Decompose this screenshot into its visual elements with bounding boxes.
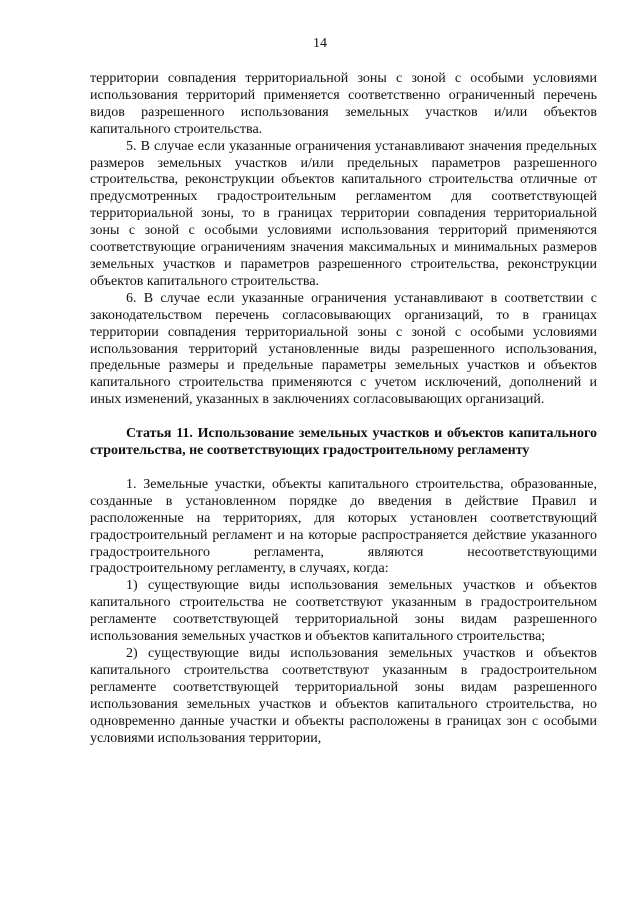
article-subitem-1: 1) существующие виды использования земельных участков и объектов капитального строительства не соответствуют указанным в градостроительном регламенте соответствующей территориальной зоны видам разрешенного использования земельных участков и объектов капитального строительства; [90, 578, 597, 645]
paragraph-item-5: 5. В случае если указанные ограничения устанавливают значения предельных размеров земельных участков и/или предельных параметров разрешенного строительства, реконструкции объектов капитального строительства отличные от предусмотренных градостроительным регламентом для соответствующей территориальной зоны, то в границах территории совпадения территориальной зоны с зоной с особыми условиями использования территорий применяются соответствующие ограничениям значения максимальных и минимальных размеров земельных участков и параметров разрешенного строительства, реконструкции объектов капитального строительства. [90, 138, 597, 289]
document-body [90, 71, 597, 747]
paragraph-item-6: 6. В случае если указанные ограничения устанавливают в соответствии с законодательством перечень согласовывающих организаций, то в границах территории совпадения территориальной зоны с зоной с особыми условиями использования территорий установленные виды разрешенного использования, предельные размеры и предельные параметры земельных участков и объектов капитального строительства применяются с учетом исключений, дополнений и иных изменений, указанных в заключениях согласовывающих организаций. [90, 290, 597, 408]
article-subitem-2: 2) существующие виды использования земельных участков и объектов капитального строительства соответствуют указанным в градостроительном регламенте соответствующей территориальной зоны видам разрешенного использования земельных участков и объектов капитального строительства, но одновременно данные участки и объекты расположены в границах зон с особыми условиями использования территории, [90, 646, 597, 746]
article-paragraph-1: 1. Земельные участки, объекты капитального строительства, образованные, созданные в установленном порядке до введения в действие Правил и расположенные на территориях, для которых установлен соответствующий градостроительный регламент и на которые распространяется действие указанного градостроительного регламента, являются несоответствующими градостроительному регламенту, в случаях, когда: [90, 476, 597, 577]
page-number: 14 [313, 36, 327, 51]
article-heading: Статья 11. Использование земельных участков и объектов капитального строительства, не соответствующих градостроительному регламенту [90, 426, 597, 459]
paragraph-continuation: территории совпадения территориальной зоны с зоной с особыми условиями использования территорий применяется соответственно ограниченный перечень видов разрешенного использования земельных участков и/или объектов капитального строительства. [90, 71, 597, 137]
